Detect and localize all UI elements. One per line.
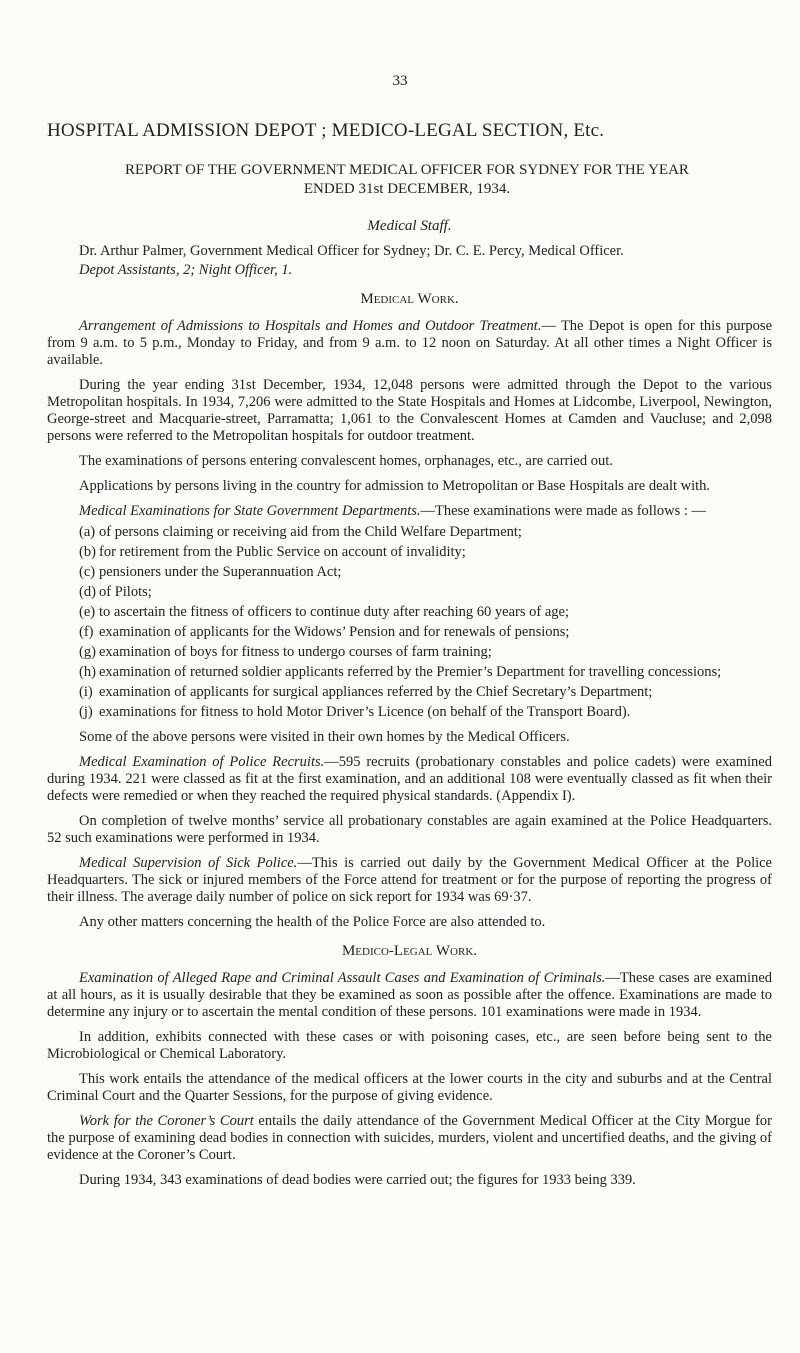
medical-staff-heading: Medical Staff. bbox=[367, 218, 452, 234]
list-item-letter: (i) bbox=[79, 684, 93, 700]
list-item bbox=[47, 704, 772, 721]
court-attendance-paragraph: This work entails the attendance of the medical officers at the lower courts in the city and suburbs and at the Central Criminal Court and the Quarter Sessions, for the purpose of giving evidence. bbox=[47, 1071, 772, 1104]
dead-bodies-paragraph: During 1934, 343 examinations of dead bodies were carried out; the figures for 1933 being 339. bbox=[79, 1172, 636, 1188]
sick-police-text: —This is carried out daily by the Government Medical Officer at the Police Headquarters. The sick or injured members of the Force attend for treatment or for the purpose of reporting the progress of their illness. The average daily number of police on sick report for 1934 was 69·37. bbox=[47, 855, 772, 905]
report-title bbox=[47, 161, 767, 199]
coroner-title: Work for the Coroner’s Court bbox=[79, 1113, 254, 1129]
state-examinations-title: Medical Examinations for State Government Departments. bbox=[79, 503, 421, 519]
list-item-text: examination of applicants for the Widows’ Pension and for renewals of pensions; bbox=[99, 624, 570, 640]
list-item bbox=[47, 564, 772, 581]
list-item bbox=[47, 644, 772, 661]
list-item-text: pensioners under the Superannuation Act; bbox=[99, 564, 342, 580]
list-item-text: examinations for fitness to hold Motor Driver’s Licence (on behalf of the Transport Board). bbox=[99, 704, 631, 720]
state-examinations-text: —These examinations were made as follows : — bbox=[420, 503, 706, 519]
list-item bbox=[47, 584, 772, 601]
applications-paragraph: Applications by persons living in the country for admission to Metropolitan or Base Hospitals are dealt with. bbox=[79, 478, 711, 494]
medical-work-heading: Medical Work. bbox=[360, 291, 459, 307]
list-item-text: for retirement from the Public Service on account of invalidity; bbox=[99, 544, 466, 560]
rape-assault-title: Examination of Alleged Rape and Criminal Assault Cases and Examination of Criminals. bbox=[79, 970, 606, 986]
home-visits-paragraph: Some of the above persons were visited in their own homes by the Medical Officers. bbox=[79, 729, 570, 745]
exhibits-paragraph: In addition, exhibits connected with these cases or with poisoning cases, etc., are seen before being sent to the Microbiological or Chemical Laboratory. bbox=[47, 1029, 772, 1062]
medico-legal-heading: Medico-Legal Work. bbox=[341, 943, 478, 959]
list-item-text: examination of returned soldier applicants referred by the Premier’s Department for travelling concessions; bbox=[99, 664, 722, 680]
report-title-line-2: ENDED 31st DECEMBER, 1934. bbox=[303, 181, 511, 197]
list-item-letter: (h) bbox=[79, 664, 96, 680]
list-item bbox=[47, 544, 772, 561]
rape-assault-paragraph bbox=[47, 970, 772, 1021]
list-item-letter: (e) bbox=[79, 604, 96, 620]
examinations-list bbox=[47, 524, 772, 721]
list-item bbox=[47, 684, 772, 701]
section-heading: HOSPITAL ADMISSION DEPOT ; MEDICO-LEGAL SECTION, Etc. bbox=[47, 120, 605, 141]
report-title-line-1: REPORT OF THE GOVERNMENT MEDICAL OFFICER FOR SYDNEY FOR THE YEAR bbox=[125, 162, 689, 178]
list-item-text: examination of applicants for surgical appliances referred by the Chief Secretary’s Department; bbox=[99, 684, 653, 700]
list-item bbox=[47, 624, 772, 641]
list-item-letter: (a) bbox=[79, 524, 96, 540]
other-matters-paragraph: Any other matters concerning the health of the Police Force are also attended to. bbox=[79, 914, 546, 930]
convalescent-paragraph: The examinations of persons entering convalescent homes, orphanages, etc., are carried out. bbox=[79, 453, 613, 469]
arrangement-text: — The Depot is open for this purpose from 9 a.m. to 5 p.m., Monday to Friday, and from 9 a.m. to 12 noon on Saturday. At all other times a Night Officer is available. bbox=[47, 318, 773, 368]
state-examinations-paragraph bbox=[47, 503, 772, 520]
list-item-text: examination of boys for fitness to undergo courses of farm training; bbox=[99, 644, 492, 660]
police-recruits-title: Medical Examination of Police Recruits. bbox=[79, 754, 325, 770]
list-item-letter: (j) bbox=[79, 704, 93, 720]
list-item-text: of Pilots; bbox=[99, 584, 152, 600]
police-recruits-paragraph bbox=[47, 754, 772, 805]
arrangement-title: Arrangement of Admissions to Hospitals and Homes and Outdoor Treatment. bbox=[79, 318, 542, 334]
probationary-paragraph: On completion of twelve months’ service all probationary constables are again examined at the Police Headquarters. 52 such examinations were performed in 1934. bbox=[47, 813, 772, 846]
list-item-text: to ascertain the fitness of officers to continue duty after reaching 60 years of age; bbox=[99, 604, 569, 620]
sick-police-paragraph bbox=[47, 855, 772, 906]
list-item-text: of persons claiming or receiving aid from the Child Welfare Department; bbox=[99, 524, 522, 540]
list-item bbox=[47, 664, 772, 681]
arrangement-paragraph bbox=[47, 318, 772, 369]
medical-staff-line-2: Depot Assistants, 2; Night Officer, 1. bbox=[79, 262, 293, 278]
admissions-paragraph: During the year ending 31st December, 1934, 12,048 persons were admitted through the Depot to the various Metropolitan hospitals. In 1934, 7,206 were admitted to the State Hospitals and Homes at Lidcombe, Liverpool, Newington, George-street and Macquarie-street, Parramatta; 1,061 to the Convalescent Homes at Camden and Vaucluse; and 2,098 persons were referred to the Metropolitan hospitals for outdoor treatment. bbox=[47, 377, 772, 444]
list-item-letter: (g) bbox=[79, 644, 96, 660]
list-item bbox=[47, 524, 772, 541]
sick-police-title: Medical Supervision of Sick Police. bbox=[79, 855, 298, 871]
coroner-paragraph bbox=[47, 1113, 772, 1164]
page-number: 33 bbox=[392, 73, 408, 89]
list-item-letter: (d) bbox=[79, 584, 96, 600]
medical-staff-line-1: Dr. Arthur Palmer, Government Medical Officer for Sydney; Dr. C. E. Percy, Medical Officer. bbox=[79, 243, 624, 259]
document-body bbox=[47, 218, 772, 1197]
list-item-letter: (f) bbox=[79, 624, 94, 640]
list-item bbox=[47, 604, 772, 621]
list-item-letter: (c) bbox=[79, 564, 96, 580]
list-item-letter: (b) bbox=[79, 544, 96, 560]
rape-assault-text: —These cases are examined at all hours, as it is usually desirable that they be examined as soon as possible after the offence. Examinations are made to determine any injury or to ascertain the mental condition of these persons. 101 examinations were made in 1934. bbox=[47, 970, 773, 1020]
police-recruits-text: —595 recruits (probationary constables and police cadets) were examined during 1934. 221 were classed as fit at the first examination, and an additional 108 were eventually classed as fit when their defects were remedied or when they reached the required physical standards. (Appendix I). bbox=[47, 754, 772, 804]
coroner-text: entails the daily attendance of the Government Medical Officer at the City Morgue for the purpose of examining dead bodies in connection with suicides, murders, violent and uncertified deaths, and the giving of evidence at the Coroner’s Court. bbox=[47, 1113, 772, 1163]
